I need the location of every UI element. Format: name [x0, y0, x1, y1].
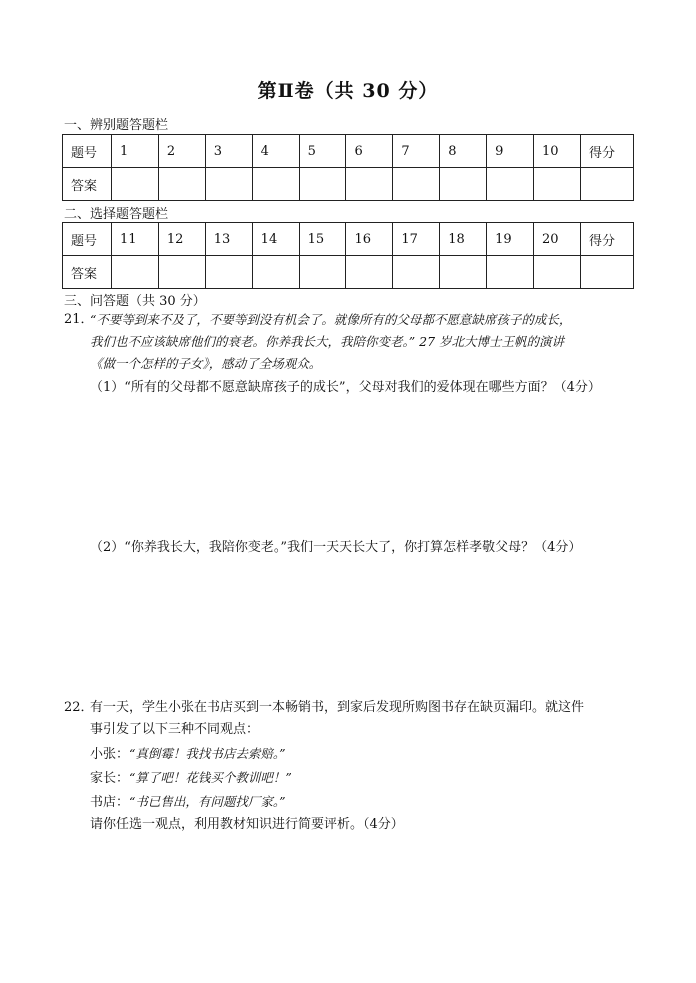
answer-cell[interactable]: [487, 168, 534, 201]
question-number: 10: [534, 135, 581, 168]
question-number: 16: [346, 223, 393, 256]
section1-answer-table: [62, 134, 634, 201]
answer-cell[interactable]: [299, 256, 346, 289]
row-header-label: 题号: [63, 135, 112, 168]
q22-intro-line2: 事引发了以下三种不同观点：: [90, 722, 260, 737]
row-header-label: 题号: [63, 223, 112, 256]
table-row: [63, 135, 634, 168]
q21-answer-area-1[interactable]: [90, 402, 630, 532]
answer-cell[interactable]: [487, 256, 534, 289]
question-number: 14: [252, 223, 299, 256]
section3-heading: 三、问答题（共 30 分）: [64, 294, 206, 309]
row-answer-label: 答案: [63, 256, 112, 289]
q22-view2: [90, 767, 292, 790]
answer-cell[interactable]: [158, 168, 205, 201]
q22-view3-text: “书已售出，有问题找厂家。”: [129, 794, 286, 809]
q22-view1-speaker: 小张：: [90, 747, 130, 762]
answer-cell[interactable]: [299, 168, 346, 201]
score-label: 得分: [581, 223, 634, 256]
answer-cell[interactable]: [534, 256, 581, 289]
score-label: 得分: [581, 135, 634, 168]
q22-prompt: 请你任选一观点，利用教材知识进行简要评析。（4分）: [90, 817, 404, 832]
q21-intro-line1: “不要等到来不及了，不要等到没有机会了。就像所有的父母都不愿意缺席孩子的成长，: [90, 312, 572, 327]
page-title: 第Ⅱ卷（共 30 分）: [257, 80, 439, 102]
q22-view2-text: “算了吧！花钱买个教训吧！”: [129, 770, 292, 785]
q22-view3: [90, 791, 286, 814]
q22-view3-speaker: 书店：: [90, 795, 130, 810]
answer-cell[interactable]: [534, 168, 581, 201]
answer-cell[interactable]: [205, 256, 252, 289]
q21-number: 21．: [64, 312, 94, 327]
question-number: 3: [205, 135, 252, 168]
q22-number: 22．: [64, 700, 94, 715]
answer-cell[interactable]: [393, 256, 440, 289]
section2-heading: 二、选择题答题栏: [64, 207, 169, 222]
q21-answer-area-2[interactable]: [90, 562, 630, 692]
question-number: 1: [112, 135, 159, 168]
question-number: 12: [158, 223, 205, 256]
row-answer-label: 答案: [63, 168, 112, 201]
question-number: 5: [299, 135, 346, 168]
q22-view1-text: “真倒霉！我找书店去索赔。”: [129, 746, 286, 761]
q21-intro-line2: 我们也不应该缺席他们的衰老。你养我长大，我陪你变老。” 27 岁北大博士王帆的演讲: [90, 334, 564, 349]
question-number: 17: [393, 223, 440, 256]
answer-cell[interactable]: [158, 256, 205, 289]
question-number: 8: [440, 135, 487, 168]
q22-answer-area[interactable]: [90, 842, 630, 962]
answer-cell[interactable]: [440, 256, 487, 289]
question-number: 4: [252, 135, 299, 168]
answer-cell[interactable]: [112, 168, 159, 201]
section1-heading: 一、辨别题答题栏: [64, 118, 169, 133]
q21-sub-question-2: （2）“你养我长大，我陪你变老。”我们一天天长大了，你打算怎样孝敬父母？（4分）: [90, 540, 582, 555]
table-row: [63, 256, 634, 289]
question-number: 18: [440, 223, 487, 256]
table-row: [63, 223, 634, 256]
score-cell[interactable]: [581, 256, 634, 289]
question-number: 6: [346, 135, 393, 168]
question-number: 7: [393, 135, 440, 168]
q22-view2-speaker: 家长：: [90, 771, 130, 786]
answer-cell[interactable]: [252, 256, 299, 289]
answer-cell[interactable]: [112, 256, 159, 289]
answer-cell[interactable]: [346, 168, 393, 201]
question-number: 19: [487, 223, 534, 256]
question-number: 13: [205, 223, 252, 256]
answer-cell[interactable]: [393, 168, 440, 201]
question-number: 20: [534, 223, 581, 256]
section2-answer-table: [62, 222, 634, 289]
table-row: [63, 168, 634, 201]
answer-cell[interactable]: [440, 168, 487, 201]
q22-view1: [90, 743, 286, 766]
question-number: 9: [487, 135, 534, 168]
answer-cell[interactable]: [205, 168, 252, 201]
question-number: 11: [112, 223, 159, 256]
question-number: 15: [299, 223, 346, 256]
score-cell[interactable]: [581, 168, 634, 201]
question-number: 2: [158, 135, 205, 168]
q21-intro-line3: 《做一个怎样的子女》，感动了全场观众。: [90, 356, 322, 371]
q22-intro-line1: 有一天，学生小张在书店买到一本畅销书，到家后发现所购图书存在缺页漏印。就这件: [90, 700, 585, 715]
q21-sub-question-1: （1）“所有的父母都不愿意缺席孩子的成长”，父母对我们的爱体现在哪些方面？（4分）: [90, 380, 601, 395]
answer-cell[interactable]: [252, 168, 299, 201]
answer-cell[interactable]: [346, 256, 393, 289]
